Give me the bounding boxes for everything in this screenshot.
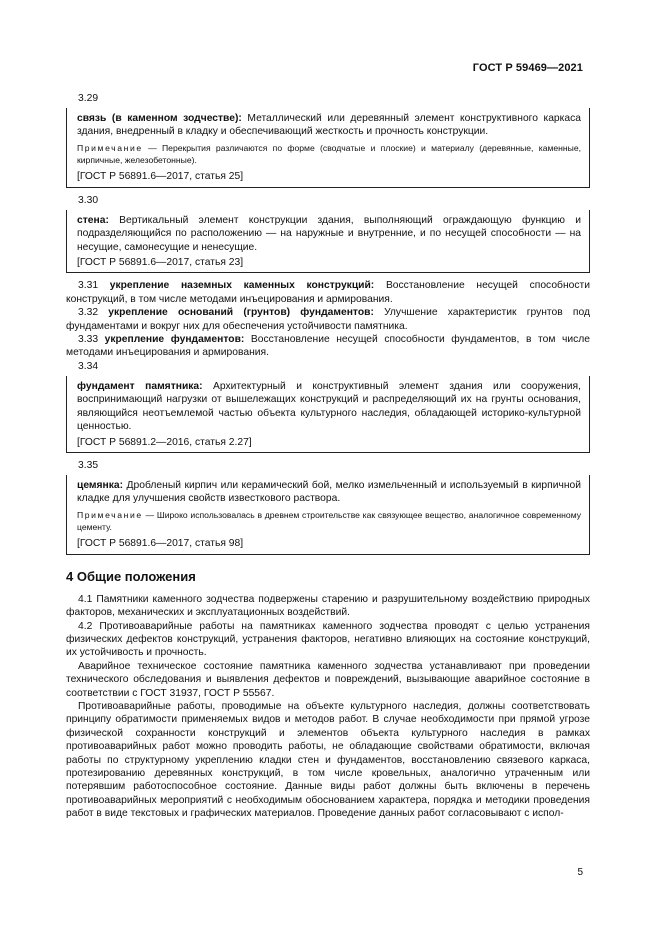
entry-number: 3.32	[78, 307, 99, 319]
entry-number: 3.35	[78, 459, 99, 471]
paragraph-4-1: 4.1 Памятники каменного зодчества подвержены старению и разрушительному воздействию природных факторов, механических и эксплуатационных воздействий.	[66, 593, 590, 619]
term-box	[66, 210, 590, 274]
term-entry-3-32	[66, 306, 590, 333]
paragraph-emergency-state: Аварийное техническое состояние памятника каменного зодчества устанавливают при проведении технического обследования и выявления дефектов и повреждений, вызывающие аварийное состояние в соответствии с ГОСТ 31937, ГОСТ Р 55567.	[66, 660, 590, 699]
term-name: фундамент памятника:	[77, 380, 203, 392]
note-label: Примечание	[77, 509, 143, 520]
term-entry-3-30	[66, 194, 590, 274]
term-box	[66, 475, 590, 555]
note-text: — Широко использовалась в древнем строительстве как связующее вещество, аналогичное современному цементу.	[77, 509, 581, 532]
term-definition	[77, 479, 581, 506]
term-definition	[77, 214, 581, 254]
note-label: Примечание	[77, 142, 143, 153]
entry-number: 3.34	[78, 360, 99, 372]
inline-terms	[66, 279, 590, 359]
term-entry-3-29	[66, 92, 590, 188]
term-entry-3-31	[66, 279, 590, 306]
term-source: [ГОСТ Р 56891.6—2017, статья 25]	[77, 171, 244, 183]
definition-text: Металлический или деревянный элемент конструктивного каркаса здания, внедренный в кладку и обеспечивающий жесткость и прочность конструкции.	[77, 113, 581, 138]
term-note	[77, 143, 581, 167]
term-entry-3-34	[66, 360, 590, 453]
term-name: связь (в каменном зодчестве):	[77, 113, 242, 124]
term-definition	[77, 380, 581, 434]
term-name: укрепление оснований (грунтов) фундаментов:	[108, 307, 374, 319]
entry-number: 3.29	[78, 93, 99, 104]
entry-number: 3.30	[78, 194, 99, 206]
definition-text: Архитектурный и конструктивный элемент здания или сооружения, воспринимающий нагрузки от вышележащих конструкций и распределяющий их на грунты основания, являющийся неотъемлемой частью объекта культурного наследия, обладающей историко-культурной ценностью.	[77, 380, 581, 433]
term-name: укрепление наземных каменных конструкций:	[109, 280, 375, 292]
term-definition	[77, 112, 581, 139]
paragraph-4-2: 4.2 Противоаварийные работы на памятниках каменного зодчества проводят с целью устранения физических дефектов конструкций, устранения факторов, негативно влияющих на состояние конструкций, их устойчивость и прочность.	[66, 620, 590, 659]
term-note	[77, 510, 581, 534]
term-source: [ГОСТ Р 56891.6—2017, статья 23]	[77, 257, 244, 269]
term-entry-3-33	[66, 333, 590, 360]
definition-text: Дробленый кирпич или керамический бой, мелко измельченный и используемый в кирпичной кладке для улучшения свойств известкового раствора.	[77, 479, 581, 505]
term-entry-3-35	[66, 459, 590, 555]
page-content	[66, 92, 590, 821]
paragraph-emergency-works: Противоаварийные работы, проводимые на объекте культурного наследия, должны соответствовать принципу обратимости применяемых видов и методов работ. В случае необходимости при прямой угрозе физической сохранности конструкций и элементов объекта культурного наследия в рамках противоаварийных работ можно проводить работы, не обладающие свойствами обратимости, включая работы по структурному укреплению кладки стен и фундаментов, восстановлению связевого каркаса, протезированию деревянных конструкций, в том числе кровельных, аналогично утраченным или потерявшим работоспособное состояние. Данные виды работ должны быть включены в перечень противоаварийных мероприятий с необходимым обоснованием характера, порядка и методики проведения работ в виде текстовых и графических материалов. Проведение данных работ согласовывают с испол-	[66, 700, 590, 820]
section-title: 4 Общие положения	[66, 568, 196, 584]
entry-number: 3.33	[78, 334, 99, 346]
standard-number: ГОСТ Р 59469—2021	[472, 62, 583, 74]
term-box	[66, 108, 590, 188]
definition-text: Вертикальный элемент конструкции здания, выполняющий ограждающую функцию и подразделяющийся по расположению — на наружные и внутренние, и по несущей способности — на несущие, самонесущие и ненесущие.	[77, 214, 581, 253]
term-name: стена:	[77, 214, 109, 226]
section-body	[66, 593, 590, 821]
note-text: — Перекрытия различаются по форме (сводчатые и плоские) и материалу (деревянные, каменные, кирпичные, железобетонные).	[77, 142, 582, 165]
term-source: [ГОСТ Р 56891.2—2016, статья 2.27]	[77, 436, 252, 448]
term-box	[66, 376, 590, 453]
definition-text: Восстановление несущей способности конструкций, в том числе методами инъецирования и армирования.	[66, 280, 590, 305]
entry-number: 3.31	[78, 280, 99, 292]
page-number: 5	[577, 867, 583, 878]
definition-text: Улучшение характеристик грунтов под фундаментами и вокруг них для обеспечения устойчивости памятника.	[66, 307, 590, 332]
term-name: цемянка:	[77, 479, 124, 491]
term-source: [ГОСТ Р 56891.6—2017, статья 98]	[77, 538, 244, 550]
term-name: укрепление фундаментов:	[104, 334, 245, 346]
definition-text: Восстановление несущей способности фундаментов, в том числе методами инъецирования и армирования.	[66, 334, 590, 359]
